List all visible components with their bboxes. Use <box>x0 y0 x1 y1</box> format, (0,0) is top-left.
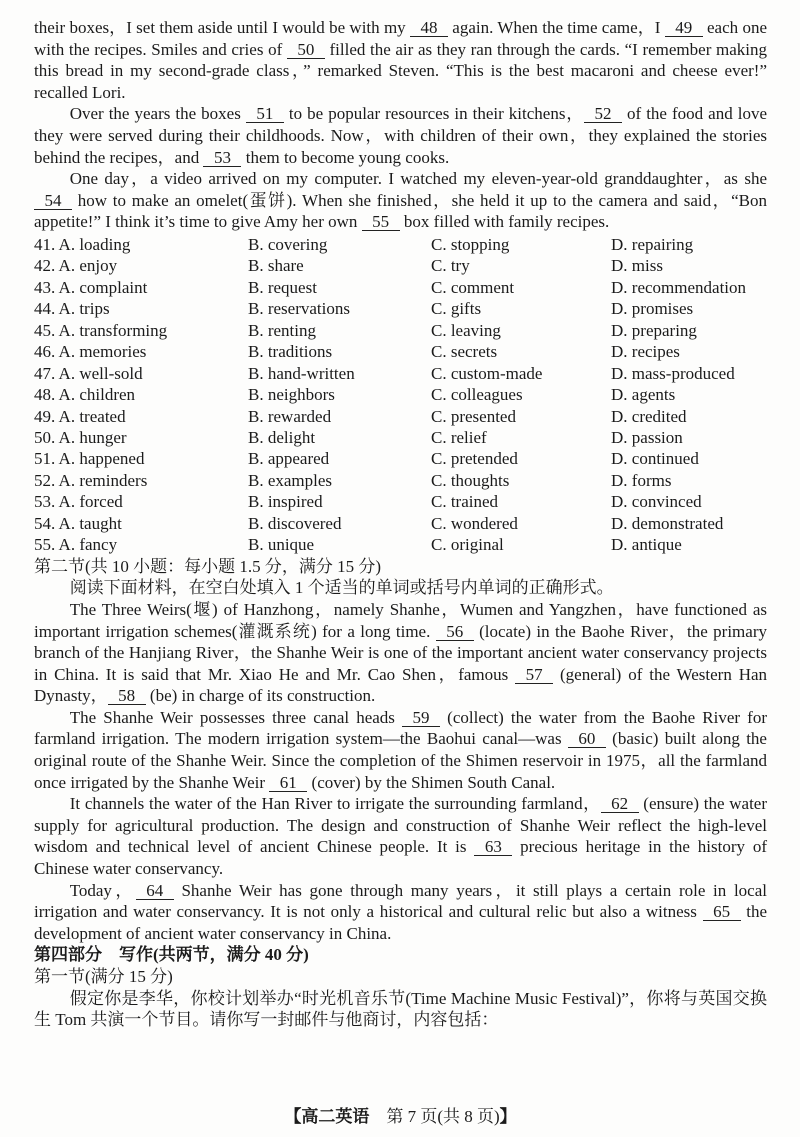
option-45-D: D. preparing <box>611 320 697 340</box>
passage-paragraph: Today， 64 Shanhe Weir has gone through many years，it still plays a certain role in local irrigation and water conservancy. It is not only a historical and cultural relic but also a witness 65 the development of ancient water conservancy in China. <box>34 880 767 943</box>
option-50-D: D. passion <box>611 428 683 448</box>
option-42-D: D. miss <box>611 256 663 276</box>
option-55-A: 55. A. fancy <box>34 535 118 555</box>
option-55-D: D. antique <box>611 535 682 555</box>
option-row-43 <box>34 277 767 298</box>
option-49-D: D. credited <box>611 406 687 426</box>
blank-53: 53 <box>203 149 241 167</box>
option-44-D: D. promises <box>611 299 694 319</box>
option-53-C: C. trained <box>431 492 499 512</box>
footer-page-number: 第 7 页(共 8 页) <box>369 1107 500 1126</box>
option-row-45 <box>34 320 767 341</box>
option-42-C: C. try <box>431 256 470 276</box>
option-row-41 <box>34 234 767 255</box>
cloze-passage <box>34 17 767 233</box>
option-54-D: D. demonstrated <box>611 513 724 533</box>
option-44-C: C. gifts <box>431 299 482 319</box>
blank-60: 60 <box>568 730 606 748</box>
blank-62: 62 <box>601 795 639 813</box>
option-46-B: B. traditions <box>248 342 333 362</box>
footer-doc-title: 【高二英语 <box>284 1107 370 1126</box>
section4-sub-heading: 第一节(满分 15 分) <box>34 967 173 987</box>
option-48-C: C. colleagues <box>431 385 523 405</box>
blank-57: 57 <box>515 666 553 684</box>
option-54-A: 54. A. taught <box>34 513 122 533</box>
option-53-D: D. convinced <box>611 492 702 512</box>
footer-right-bracket: 】 <box>499 1107 517 1126</box>
blank-54: 54 <box>34 192 72 210</box>
option-41-D: D. repairing <box>611 234 694 254</box>
option-55-B: B. unique <box>248 535 315 555</box>
blank-63: 63 <box>474 838 512 856</box>
option-41-B: B. covering <box>248 234 328 254</box>
option-48-B: B. neighbors <box>248 385 335 405</box>
section2-heading: 第二节(共 10 小题：每小题 1.5 分，满分 15 分) <box>34 556 382 576</box>
blank-48: 48 <box>410 19 448 37</box>
option-43-C: C. comment <box>431 277 515 297</box>
passage-paragraph: Over the years the boxes 51 to be popular resources in their kitchens， 52 of the food and love they were served during their childhoods. Now，with children of their own，they explained the stories behind the recipes，and 53 them to become young cooks. <box>34 104 768 167</box>
option-52-B: B. examples <box>248 470 333 490</box>
option-47-A: 47. A. well-sold <box>34 363 143 383</box>
option-54-C: C. wondered <box>431 513 518 533</box>
option-43-D: D. recommendation <box>611 277 747 297</box>
option-44-B: B. reservations <box>248 299 350 319</box>
option-row-47 <box>34 363 767 384</box>
passage-paragraph: The Shanhe Weir possesses three canal heads 59 (collect) the water from the Baohe River for farmland irrigation. The modern irrigation system—the Baohui canal—was 60 (basic) built along the original route of the Shanhe Weir. Since the completion of the Shimen reservoir in 1975，all the farmland once irrigated by the Shanhe Weir 61 (cover) by the Shimen South Canal. <box>34 707 768 792</box>
option-row-46 <box>34 341 767 362</box>
option-47-B: B. hand-written <box>248 363 355 383</box>
option-51-D: D. continued <box>611 449 699 469</box>
section2-instruction: 阅读下面材料，在空白处填入 1 个适当的单词或括号内单词的正确形式。 <box>69 578 614 598</box>
blank-59: 59 <box>402 709 440 727</box>
option-47-C: C. custom-made <box>431 363 543 383</box>
option-45-C: C. leaving <box>431 320 501 340</box>
writing-prompt: 假定你是李华，你校计划举办“时光机音乐节(Time Machine Music Festival)”，你将与英国交换生 Tom 共演一个节目。请你写一封邮件与他商讨，内容包括： <box>34 988 767 1030</box>
passage-paragraph: their boxes，I set them aside until I would be with my 48 again. When the time came，I 49 each one with the recipes. Smiles and cries of 50 filled the air as they ran through the cards. “I remember making this bread in my second-grade class，” remarked Steven. “This is the best macaroni and cheese ever!” recalled Lori. <box>34 18 767 102</box>
option-52-A: 52. A. reminders <box>34 470 148 490</box>
option-42-B: B. share <box>248 256 304 276</box>
option-54-B: B. discovered <box>248 513 342 533</box>
option-49-C: C. presented <box>431 406 516 426</box>
option-row-48 <box>34 384 767 405</box>
option-row-52 <box>34 470 767 491</box>
option-50-B: B. delight <box>248 428 316 448</box>
option-47-D: D. mass-produced <box>611 363 735 383</box>
option-51-A: 51. A. happened <box>34 449 145 469</box>
option-53-B: B. inspired <box>248 492 323 512</box>
blank-65: 65 <box>703 903 741 921</box>
option-46-C: C. secrets <box>431 342 498 362</box>
option-row-50 <box>34 427 767 448</box>
option-45-A: 45. A. transforming <box>34 320 168 340</box>
option-42-A: 42. A. enjoy <box>34 256 118 276</box>
option-50-A: 50. A. hunger <box>34 428 127 448</box>
option-row-42 <box>34 255 767 276</box>
option-49-A: 49. A. treated <box>34 406 126 426</box>
option-52-D: D. forms <box>611 470 672 490</box>
option-49-B: B. rewarded <box>248 406 332 426</box>
option-43-A: 43. A. complaint <box>34 277 148 297</box>
option-51-C: C. pretended <box>431 449 518 469</box>
page-footer <box>34 1106 767 1137</box>
cloze-options-list <box>34 234 767 556</box>
option-48-D: D. agents <box>611 385 676 405</box>
grammar-fill-passage <box>34 599 767 945</box>
blank-50: 50 <box>287 41 325 59</box>
option-45-B: B. renting <box>248 320 316 340</box>
option-row-49 <box>34 406 767 427</box>
option-43-B: B. request <box>248 277 317 297</box>
passage-paragraph: It channels the water of the Han River to irrigate the surrounding farmland， 62 (ensure) the water supply for agricultural production. The design and construction of Shanhe Weir reflect the high-level wisdom and technical level of ancient Chinese people. It is 63 precious heritage in the history of Chinese water conservancy. <box>34 794 767 879</box>
passage-paragraph: The Three Weirs(堰) of Hanzhong，namely Shanhe，Wumen and Yangzhen，have functioned as important irrigation schemes(灌溉系统) for a long time. 56 (locate) in the Baohe River，the primary branch of the Hanjiang River，the Shanhe Weir is one of the important ancient water conservancy projects in China. It is said that Mr. Xiao He and Mr. Cao Shen，famous 57 (general) of the Western Han Dynasty， 58 (be) in charge of its construction. <box>34 599 768 706</box>
blank-55: 55 <box>362 213 400 231</box>
option-row-55 <box>34 534 767 555</box>
blank-58: 58 <box>108 687 146 705</box>
option-48-A: 48. A. children <box>34 385 136 405</box>
blank-64: 64 <box>136 882 174 900</box>
blank-51: 51 <box>246 105 284 123</box>
option-row-44 <box>34 298 767 319</box>
section4-heading: 第四部分 写作(共两节，满分 40 分) <box>34 945 309 965</box>
blank-52: 52 <box>584 105 622 123</box>
option-51-B: B. appeared <box>248 449 330 469</box>
option-50-C: C. relief <box>431 428 487 448</box>
option-41-A: 41. A. loading <box>34 234 131 254</box>
blank-49: 49 <box>665 19 703 37</box>
option-44-A: 44. A. trips <box>34 299 110 319</box>
option-53-A: 53. A. forced <box>34 492 123 512</box>
option-55-C: C. original <box>431 535 504 555</box>
option-52-C: C. thoughts <box>431 470 510 490</box>
option-46-A: 46. A. memories <box>34 342 147 362</box>
option-row-51 <box>34 448 767 469</box>
passage-paragraph: One day，a video arrived on my computer. I watched my eleven-year-old granddaughter，as she 54 how to make an omelet(蛋饼). When she finished，she held it up to the camera and said，“Bon appetite!” I think it’s time to give Amy her own 55 box filled with family recipes. <box>34 169 767 232</box>
option-row-53 <box>34 491 767 512</box>
blank-56: 56 <box>436 623 474 641</box>
blank-61: 61 <box>269 774 307 792</box>
option-41-C: C. stopping <box>431 234 510 254</box>
option-row-54 <box>34 513 767 534</box>
option-46-D: D. recipes <box>611 342 680 362</box>
